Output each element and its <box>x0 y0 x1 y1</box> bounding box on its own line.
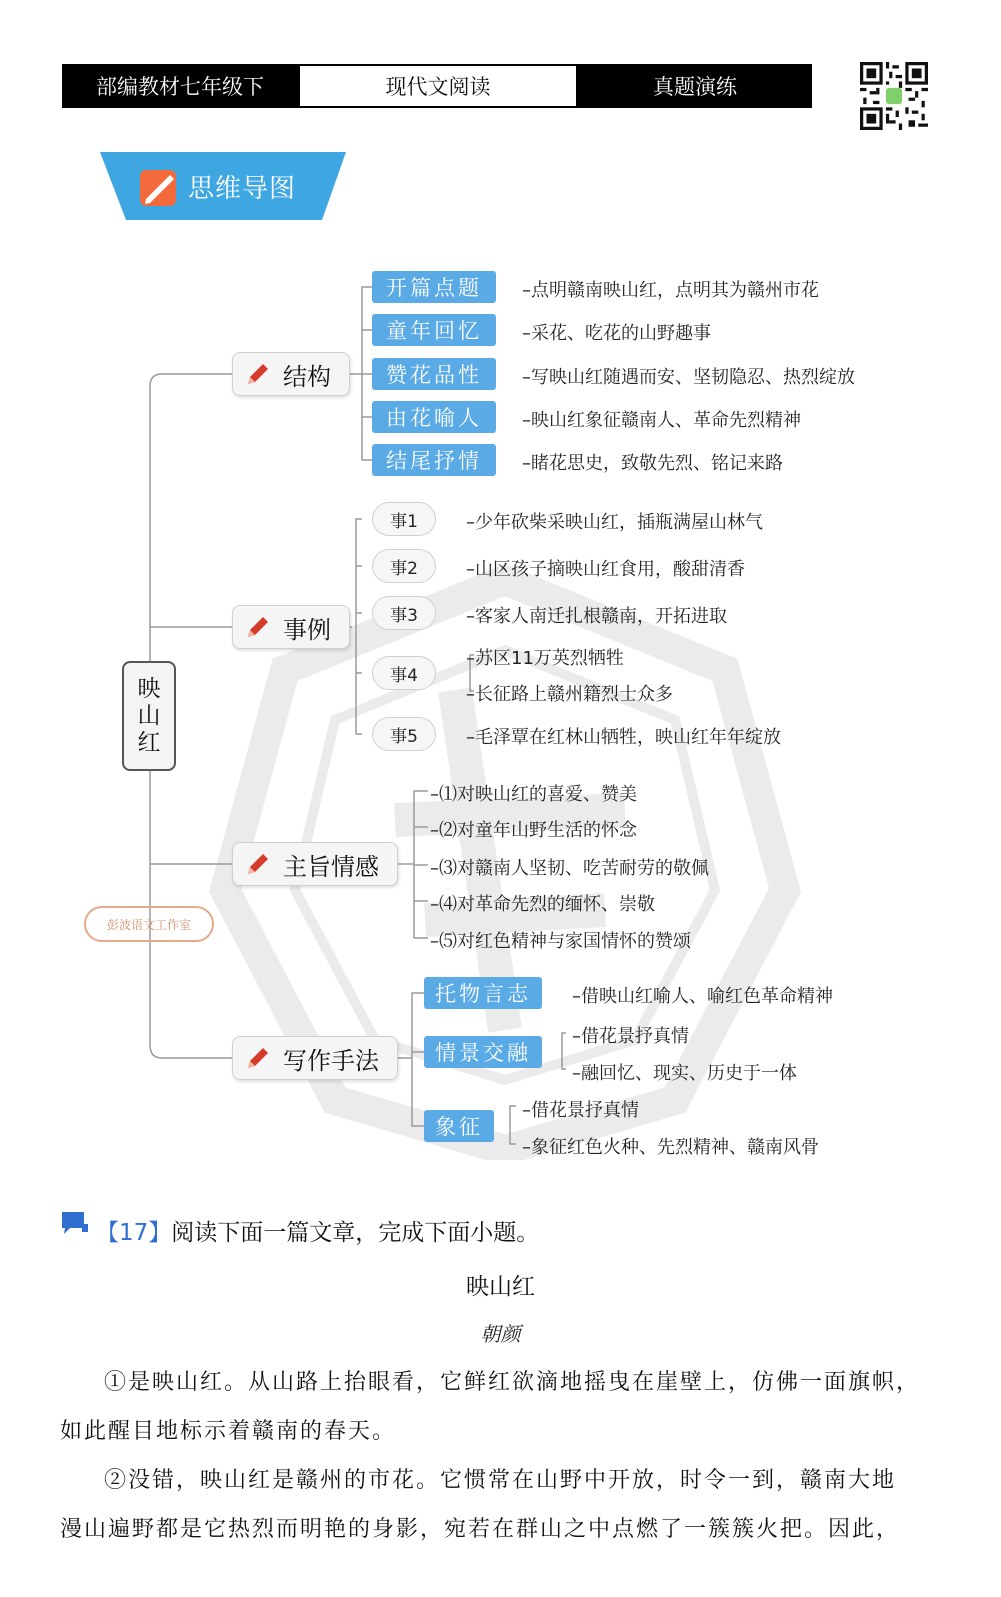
branch-theme <box>232 842 398 886</box>
structure-tag-4: 由花喻人 <box>372 401 496 433</box>
paragraph-1-line-2: 如此醒目地标示着赣南的春天。 <box>60 1419 397 1444</box>
branch-technique-label: 写作手法 <box>283 1046 379 1075</box>
mindmap-root-node <box>122 661 176 771</box>
technique-tag-3: 象征 <box>424 1110 494 1142</box>
structure-tag-2: 童年回忆 <box>372 314 496 346</box>
pencil-icon <box>245 361 271 387</box>
theme-text-1: –⑴对映山红的喜爱、赞美 <box>430 784 637 805</box>
theme-text-3: –⑶对赣南人坚韧、吃苦耐劳的敬佩 <box>430 858 709 879</box>
theme-text-5: –⑸对红色精神与家国情怀的赞颂 <box>430 931 691 952</box>
branch-examples-label: 事例 <box>283 615 331 644</box>
article-author: 朝颜 <box>480 1322 521 1346</box>
branch-structure-label: 结构 <box>283 362 331 391</box>
mindmap-title: 思维导图 <box>188 174 297 204</box>
branch-theme-label: 主旨情感 <box>283 852 379 881</box>
example-tag-2: 事2 <box>372 549 436 583</box>
branch-structure <box>232 352 350 396</box>
example-tag-1: 事1 <box>372 502 436 536</box>
studio-stamp: 彭波语文工作室 <box>84 906 214 942</box>
structure-text-5: –睹花思史，致敬先烈、铭记来路 <box>522 453 783 474</box>
structure-text-1: –点明赣南映山红，点明其为赣州市花 <box>522 280 819 301</box>
technique-text-1: –借映山红喻人、喻红色革命精神 <box>572 986 833 1007</box>
technique-text-3a: –借花景抒真情 <box>522 1100 639 1121</box>
example-text-4b: –长征路上赣州籍烈士众多 <box>466 684 673 705</box>
technique-text-2b: –融回忆、现实、历史于一体 <box>572 1063 797 1084</box>
theme-text-2: –⑵对童年山野生活的怀念 <box>430 820 637 841</box>
branch-examples <box>232 605 350 649</box>
paragraph-2-line-2: 漫山遍野都是它热烈而明艳的身影，宛若在群山之中点燃了一簇簇火把。因此， <box>60 1517 901 1542</box>
paragraph-1-line-1: ①是映山红。从山路上抬眼看，它鲜红欲滴地摇曳在崖壁上，仿佛一面旗帜， <box>104 1370 921 1395</box>
structure-text-3: –写映山红随遇而安、坚韧隐忍、热烈绽放 <box>522 367 855 388</box>
branch-technique <box>232 1036 398 1080</box>
header-series-label: 部编教材七年级下 <box>62 64 298 108</box>
structure-tag-3: 赞花品性 <box>372 358 496 390</box>
example-text-2: –山区孩子摘映山红食用，酸甜清香 <box>466 559 745 580</box>
technique-text-2a: –借花景抒真情 <box>572 1026 689 1047</box>
theme-text-4: –⑷对革命先烈的缅怀、崇敬 <box>430 894 655 915</box>
article-title: 映山红 <box>466 1274 535 1300</box>
question-prompt: 阅读下面一篇文章，完成下面小题。 <box>171 1220 540 1246</box>
example-text-3: –客家人南迁扎根赣南，开拓进取 <box>466 606 727 627</box>
pencil-icon <box>245 614 271 640</box>
question-marker-icon <box>60 1210 90 1236</box>
technique-text-3b: –象征红色火种、先烈精神、赣南风骨 <box>522 1137 819 1158</box>
pencil-icon <box>245 1045 271 1071</box>
structure-text-2: –采花、吃花的山野趣事 <box>522 323 711 344</box>
structure-tag-5: 结尾抒情 <box>372 444 496 476</box>
question-number: 【17】 <box>96 1220 172 1246</box>
example-tag-5: 事5 <box>372 717 436 751</box>
example-tag-4: 事4 <box>372 656 436 690</box>
header-practice-label: 真题演练 <box>578 64 812 108</box>
example-text-5: –毛泽覃在红林山牺牲，映山红年年绽放 <box>466 727 781 748</box>
example-text-4a: –苏区11万英烈牺牲 <box>466 648 624 669</box>
root-label: 映 山 红 <box>137 676 161 756</box>
question-line <box>96 1214 539 1247</box>
technique-tag-2: 情景交融 <box>424 1036 542 1068</box>
structure-tag-1: 开篇点题 <box>372 271 496 303</box>
example-tag-3: 事3 <box>372 596 436 630</box>
pencil-icon <box>245 851 271 877</box>
example-text-1: –少年砍柴采映山红，插瓶满屋山林气 <box>466 512 763 533</box>
technique-tag-1: 托物言志 <box>424 977 542 1009</box>
paragraph-2-line-1: ②没错，映山红是赣州的市花。它惯常在山野中开放，时令一到，赣南大地 <box>104 1468 897 1493</box>
header-section-label: 现代文阅读 <box>298 64 578 108</box>
structure-text-4: –映山红象征赣南人、革命先烈精神 <box>522 410 801 431</box>
